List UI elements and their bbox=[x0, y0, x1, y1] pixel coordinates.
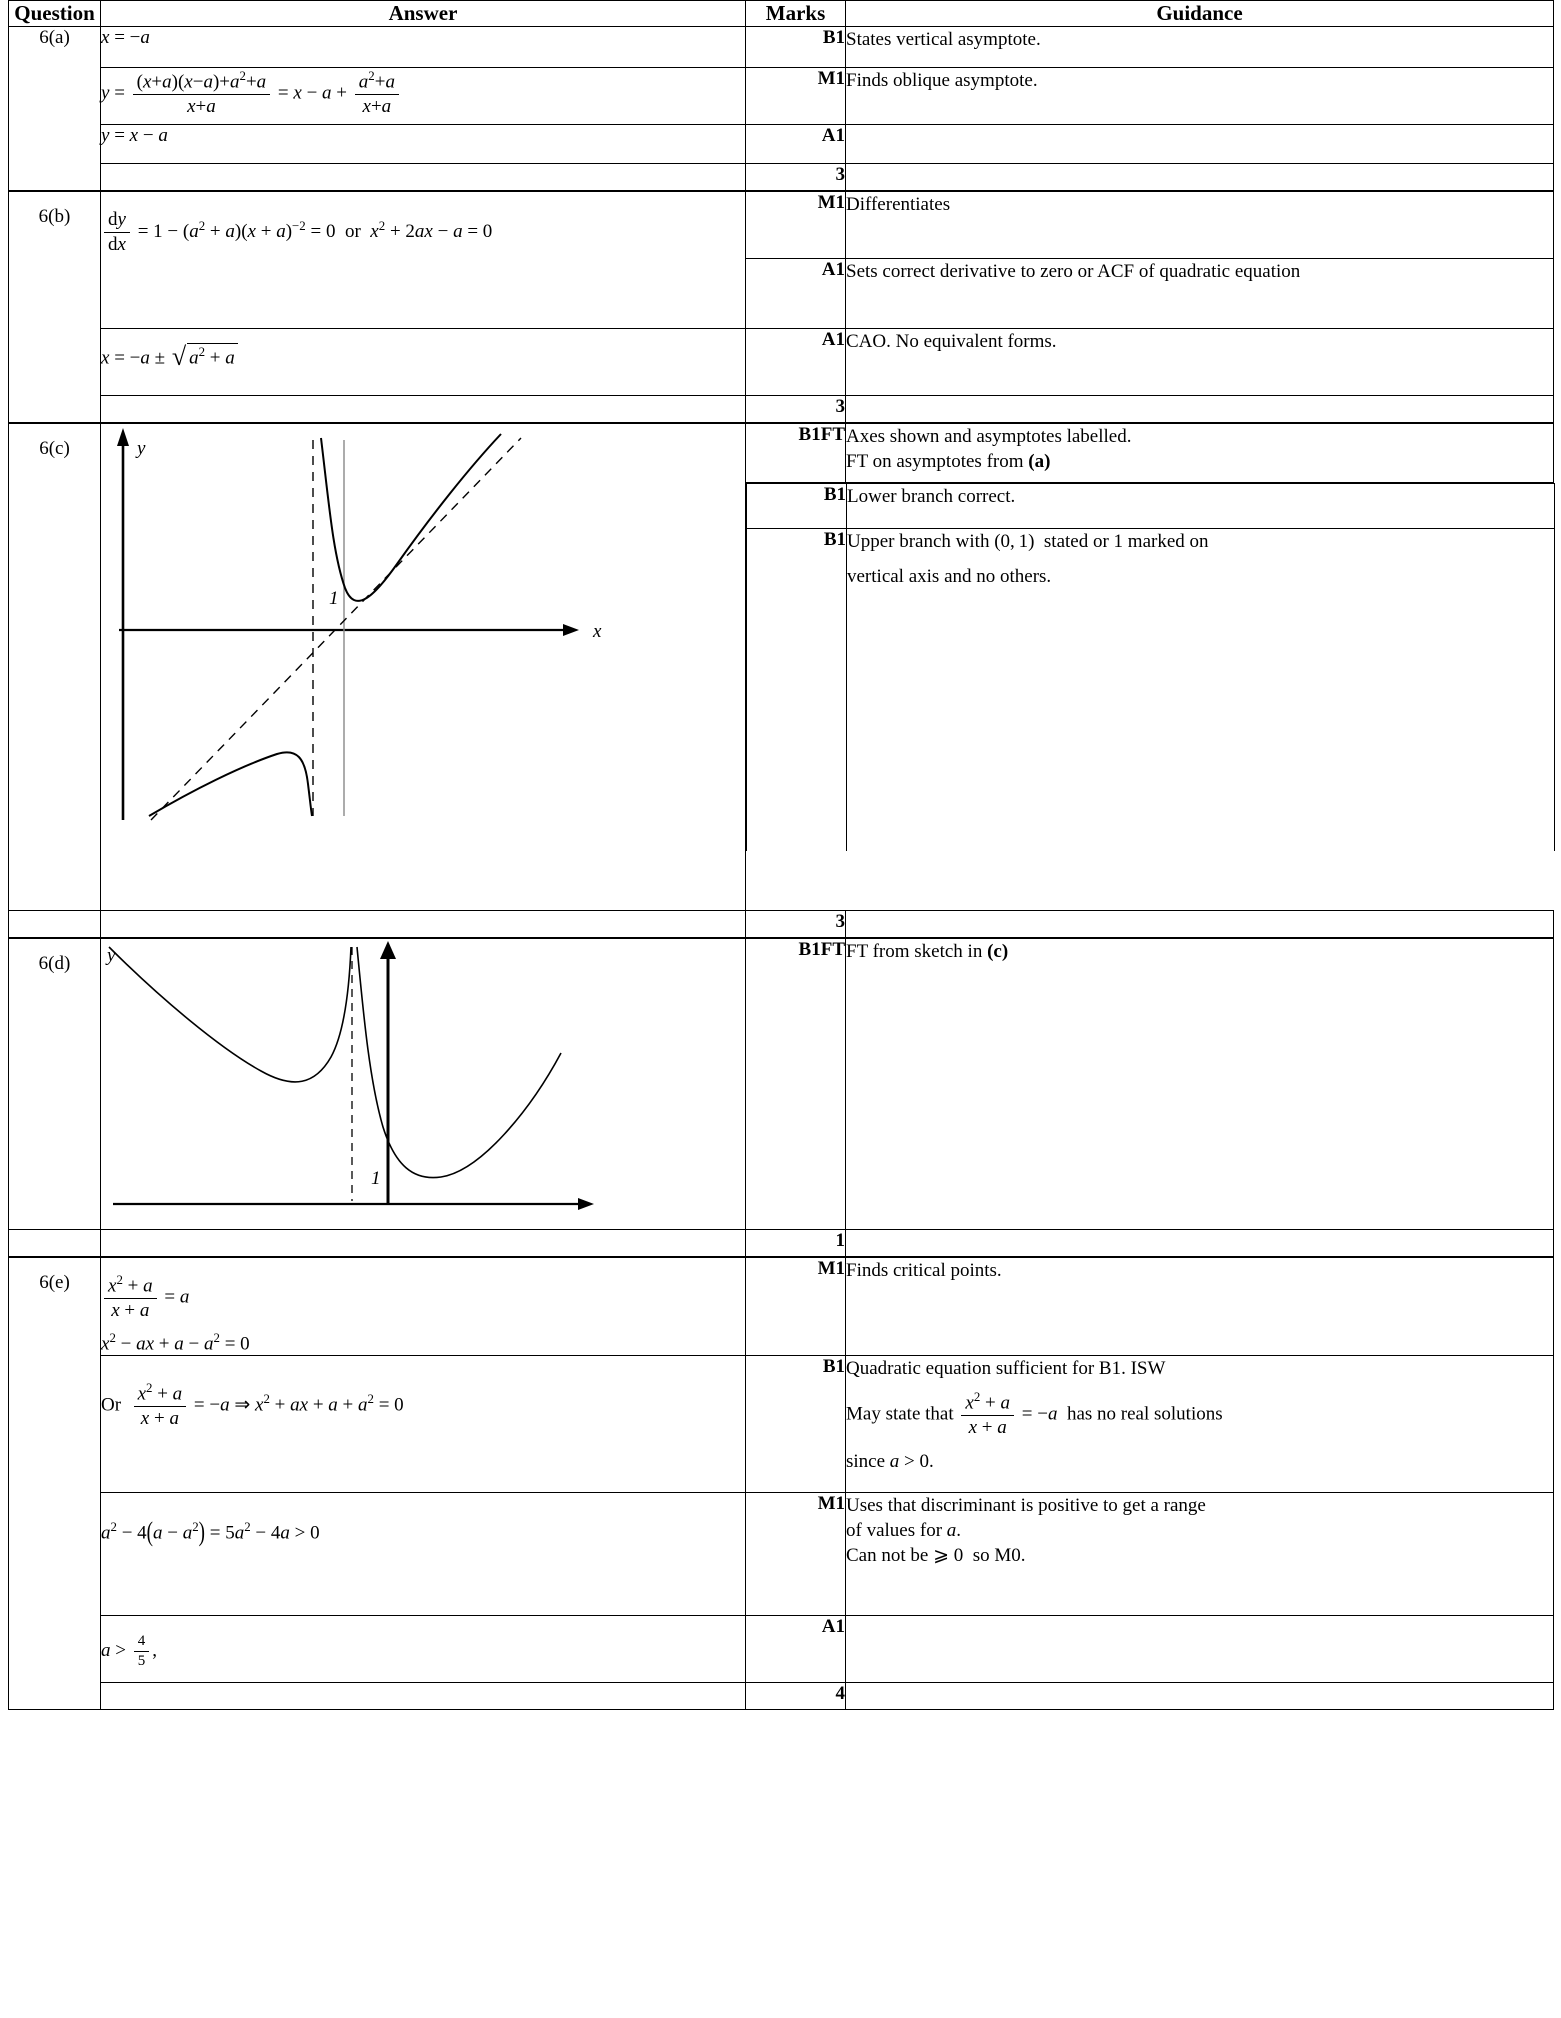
guidance-6b-line1: Differentiates bbox=[846, 191, 1554, 259]
mark-6c-line1: B1FT bbox=[746, 423, 846, 483]
graph-6d-svg bbox=[101, 939, 746, 1229]
guidance-6a-blank bbox=[846, 164, 1554, 192]
table-row bbox=[9, 125, 1554, 164]
y-axis-arrow bbox=[117, 428, 129, 446]
mark-scheme-table bbox=[8, 0, 1554, 1710]
guidance-6e-line2-c: since a > 0. bbox=[846, 1450, 934, 1472]
graph-6c-one-label: 1 bbox=[329, 588, 339, 609]
guidance-6c-line1-b: FT on asymptotes from (a) bbox=[846, 451, 1051, 473]
guidance-6d-blank bbox=[846, 1230, 1554, 1258]
guidance-6c-rest-wrapper bbox=[746, 483, 1554, 911]
mark-6b-line3: A1 bbox=[746, 329, 846, 396]
guidance-6e-line3 bbox=[846, 1493, 1554, 1616]
table-row bbox=[747, 484, 1555, 529]
guidance-6b-blank bbox=[846, 396, 1554, 424]
guidance-6e-line3-a: Uses that discriminant is positive to get a range bbox=[846, 1495, 1206, 1517]
mark-6b-line2: A1 bbox=[746, 259, 846, 329]
total-6d: 1 bbox=[746, 1230, 846, 1258]
answer-6e-blank bbox=[101, 1683, 746, 1710]
mark-6b-line1: M1 bbox=[746, 191, 846, 259]
total-6e: 4 bbox=[746, 1683, 846, 1710]
answer-6e-line2: Or $\frac{x^2 + a}{x + a}$ = −a ⇒ $x^2$ + ax + $a + a^2 = 0$ bbox=[101, 1356, 746, 1493]
guidance-6c-line1-a: Axes shown and asymptotes labelled. bbox=[846, 426, 1132, 447]
lower-branch-curve bbox=[149, 752, 312, 816]
graph-6c-y-label: y bbox=[137, 438, 146, 459]
mark-6d-line1: B1FT bbox=[746, 938, 846, 1230]
answer-6a-line3: y = x − a bbox=[101, 125, 746, 164]
guidance-6e-line3-c: Can not be ⩾ 0 so M0. bbox=[846, 1545, 1026, 1567]
total-6c: 3 bbox=[746, 911, 846, 939]
answer-6e-line1: $\frac{x^2 + a}{x + a}$ = a $x^2$ − ax + $a - a^2 = 0$ bbox=[101, 1257, 746, 1356]
table-row bbox=[9, 68, 1554, 125]
y-axis-arrow bbox=[380, 941, 396, 959]
mark-6a-line1: B1 bbox=[746, 27, 846, 68]
answer-6c-blank bbox=[101, 911, 746, 939]
question-label-6e: 6(e) bbox=[9, 1257, 101, 1710]
graph-6c-svg bbox=[101, 424, 746, 910]
table-row bbox=[9, 1493, 1554, 1616]
table-row bbox=[9, 329, 1554, 396]
table-row-total bbox=[9, 911, 1554, 939]
question-blank-6d bbox=[9, 1230, 101, 1258]
guidance-6e-line2-a: Quadratic equation sufficient for B1. ISW bbox=[846, 1358, 1166, 1380]
table-row bbox=[9, 1356, 1554, 1493]
guidance-6c-line3 bbox=[847, 529, 1555, 852]
guidance-6a-line3 bbox=[846, 125, 1554, 164]
guidance-6c-line2: Lower branch correct. bbox=[847, 484, 1555, 529]
answer-6a-line1: x = −a bbox=[101, 27, 746, 68]
graph-6d-y-label: y bbox=[107, 945, 116, 966]
header-marks: Marks bbox=[746, 1, 846, 27]
mark-6e-line1: M1 bbox=[746, 1257, 846, 1356]
header-answer: Answer bbox=[101, 1, 746, 27]
guidance-6e-line1: Finds critical points. bbox=[846, 1257, 1554, 1356]
table-row-total bbox=[9, 164, 1554, 192]
guidance-6e-line2-b: May state that $\frac{x^2 + a}{x + a}$ = −a has no real solutions bbox=[846, 1389, 1223, 1439]
table-row bbox=[9, 1616, 1554, 1683]
table-row bbox=[9, 27, 1554, 68]
x-axis-arrow bbox=[563, 624, 579, 636]
question-label-6b: 6(b) bbox=[9, 191, 101, 423]
guidance-6c-line3-a: Upper branch with (0, 1) stated or 1 marked on bbox=[847, 531, 1209, 552]
answer-6a-blank bbox=[101, 164, 746, 192]
guidance-6a-line1: States vertical asymptote. bbox=[846, 27, 1554, 68]
x-axis-arrow bbox=[578, 1198, 594, 1210]
guidance-6e-blank bbox=[846, 1683, 1554, 1710]
table-row-total bbox=[9, 396, 1554, 424]
guidance-6c-line1 bbox=[846, 423, 1554, 483]
header-question: Question bbox=[9, 1, 101, 27]
answer-6b-line1: $\frac{dy}{dx}$ = $1 - (a^2 + a)(x + a)^{-2} = 0$ or $x^2 + 2ax - a = 0$ bbox=[101, 191, 746, 329]
guidance-6e-line2 bbox=[846, 1356, 1554, 1493]
guidance-6c-rest bbox=[746, 483, 1555, 851]
mark-6e-line3: M1 bbox=[746, 1493, 846, 1616]
table-row bbox=[9, 423, 1554, 483]
guidance-6a-line2: Finds oblique asymptote. bbox=[846, 68, 1554, 125]
graph-6c-x-label: x bbox=[593, 621, 602, 642]
question-label-6a: 6(a) bbox=[9, 27, 101, 192]
mark-6e-line4: A1 bbox=[746, 1616, 846, 1683]
table-row-total bbox=[9, 1230, 1554, 1258]
guidance-6b-line2: Sets correct derivative to zero or ACF of quadratic equation bbox=[846, 259, 1554, 329]
guidance-6b-line3: CAO. No equivalent forms. bbox=[846, 329, 1554, 396]
mark-6c-line2: B1 bbox=[747, 484, 847, 529]
graph-6d bbox=[101, 938, 746, 1230]
total-6b: 3 bbox=[746, 396, 846, 424]
upper-branch-curve bbox=[321, 434, 501, 601]
answer-6e-line4: a > $\frac{4}{5}$ , bbox=[101, 1616, 746, 1683]
guidance-6e-line3-b: of values for a. bbox=[846, 1520, 962, 1542]
table-row bbox=[9, 191, 1554, 259]
question-blank-6c bbox=[9, 911, 101, 939]
guidance-6c-blank bbox=[846, 911, 1554, 939]
mark-6c-line3: B1 bbox=[747, 529, 847, 852]
left-branch-curve bbox=[109, 947, 351, 1082]
answer-6a-line2: y = $\frac{(x+a)(x-a)+a^2+a}{x+a}$ = x − a + $\frac{a^2+a}{x+a}$ bbox=[101, 68, 746, 125]
table-header-row bbox=[9, 1, 1554, 27]
answer-6e-line3: $a^2 - 4(a - a^2) = 5a^2 - 4a > 0$ bbox=[101, 1493, 746, 1616]
graph-6d-one-label: 1 bbox=[371, 1168, 381, 1189]
table-row bbox=[9, 1257, 1554, 1356]
mark-6a-line3: A1 bbox=[746, 125, 846, 164]
graph-6c bbox=[101, 423, 746, 911]
mark-6a-line2: M1 bbox=[746, 68, 846, 125]
table-row-total bbox=[9, 1683, 1554, 1710]
total-6a: 3 bbox=[746, 164, 846, 192]
answer-6d-blank bbox=[101, 1230, 746, 1258]
guidance-6e-line4 bbox=[846, 1616, 1554, 1683]
answer-6b-blank bbox=[101, 396, 746, 424]
guidance-6d-line1: FT from sketch in (c) bbox=[846, 938, 1554, 1230]
mark-6e-line2: B1 bbox=[746, 1356, 846, 1493]
header-guidance: Guidance bbox=[846, 1, 1554, 27]
table-row bbox=[9, 938, 1554, 1230]
question-label-6c: 6(c) bbox=[9, 423, 101, 911]
question-label-6d: 6(d) bbox=[9, 938, 101, 1230]
guidance-6c-line3-b: vertical axis and no others. bbox=[847, 566, 1052, 588]
answer-6b-line3: x = −a ± √ $a^2 + a$ bbox=[101, 329, 746, 396]
table-row bbox=[747, 529, 1555, 852]
